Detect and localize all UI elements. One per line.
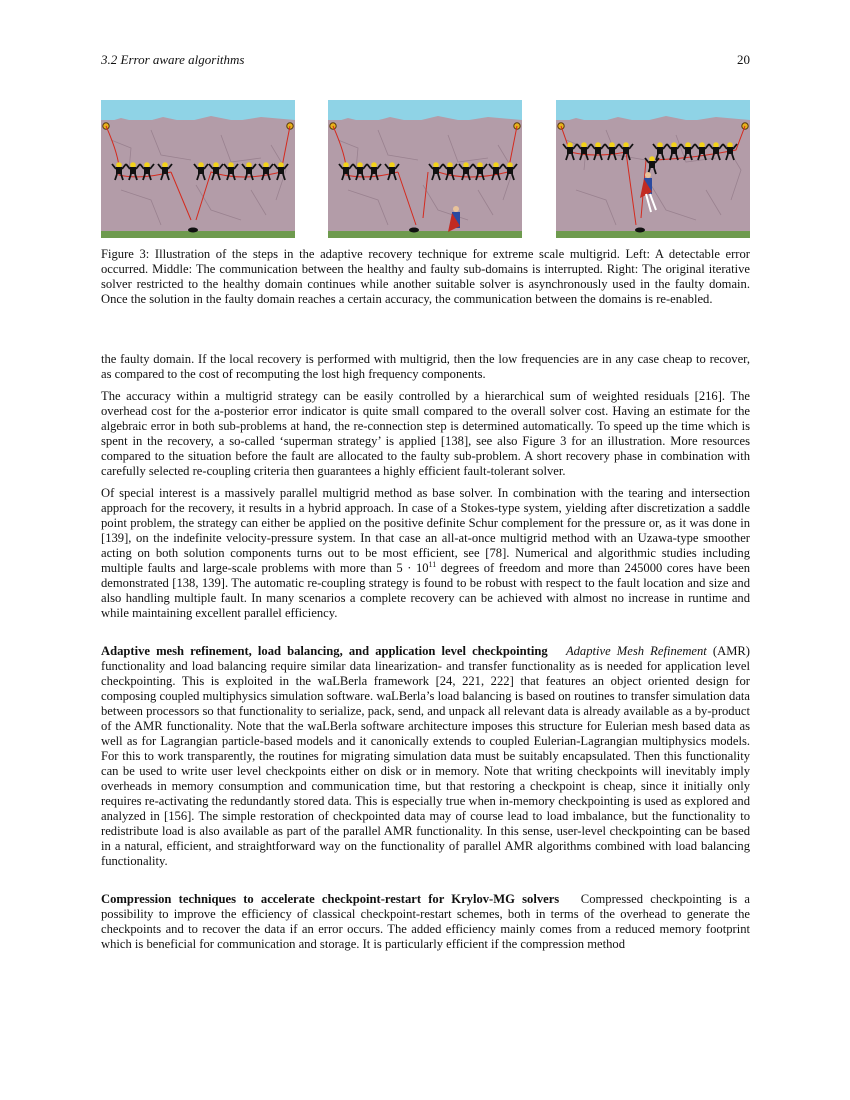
climber-body <box>278 167 284 174</box>
run-in-heading: Compression techniques to accelerate checkpoint-restart for Krylov-MG solvers <box>101 892 560 906</box>
climber-body <box>343 167 349 174</box>
figure-panel-right-illustration <box>556 100 750 238</box>
climber-helmet <box>162 162 168 168</box>
climber-helmet <box>433 162 439 168</box>
climber-helmet <box>595 142 601 148</box>
climber-body <box>727 147 733 154</box>
figure-3 <box>101 100 750 238</box>
climber-body <box>463 167 469 174</box>
climber-body <box>477 167 483 174</box>
section-title: 3.2 Error aware algorithms <box>101 52 245 67</box>
climber-body <box>595 147 601 154</box>
climber-helmet <box>144 162 150 168</box>
fallen-climber <box>409 228 419 233</box>
climber-helmet <box>581 142 587 148</box>
climber-helmet <box>246 162 252 168</box>
climber-body <box>246 167 252 174</box>
page-number: 20 <box>737 52 750 67</box>
exponent: 11 <box>428 560 437 569</box>
fallen-climber <box>188 228 198 233</box>
italic-term: Adaptive Mesh Refinement <box>565 644 707 658</box>
climber-helmet <box>198 162 204 168</box>
climber-helmet <box>357 162 363 168</box>
paragraph-text: Of special interest is a massively parallel multigrid method as base solver. In combination with the tearing and intersection approach for the recovery, it results in a hybrid approach. In case of a Stokes-type system, yielding after discretization a saddle point problem, the strategy can either be applied on the positive definite Schur complement for the pressure or, as it was done in [139], on the indefinite velocity-pressure system. In that case an all-at-once multigrid method with an Uzawa-type smoother acting on both solution components turns out to be most efficient, see [78]. Numerical and algorithmic studies including multiple faults and large-scale problems with more than 5 · 10 <box>101 486 750 575</box>
climber-helmet <box>507 162 513 168</box>
figure-panel-middle-illustration <box>328 100 522 238</box>
climber-body <box>713 147 719 154</box>
climber-body <box>581 147 587 154</box>
climber-body <box>493 167 499 174</box>
climber-body <box>213 167 219 174</box>
hero-head <box>645 172 651 178</box>
paragraph: the faulty domain. If the local recovery is performed with multigrid, then the low frequencies are in any case cheap to recover, as compared to the cost of recomputing the lost high frequency components. <box>101 352 750 381</box>
figure-caption: Figure 3: Illustration of the steps in the adaptive recovery technique for extreme scale multigrid. Left: A detectable error occurred. Middle: The communication between the healthy and faulty sub-domains is interrupted. Right: The original iterative solver restricted to the healthy domain continues while another suitable solver is asynchronously used in the faulty domain. Once the solution in the faulty domain reaches a certain accuracy, the communication between the domains is re-enabled. <box>101 247 750 306</box>
climber-helmet <box>623 142 629 148</box>
climber-helmet <box>116 162 122 168</box>
climber-body <box>685 147 691 154</box>
figure-panel-middle <box>328 100 522 238</box>
climber-body <box>162 167 168 174</box>
climber-body <box>263 167 269 174</box>
climber-body <box>623 147 629 154</box>
climber-helmet <box>477 162 483 168</box>
figure-panel-right <box>556 100 750 238</box>
climber-helmet <box>699 142 705 148</box>
hero-head <box>453 206 459 212</box>
paragraph-compression <box>101 892 750 952</box>
climber-body <box>144 167 150 174</box>
climber-body <box>116 167 122 174</box>
paragraph: The accuracy within a multigrid strategy can be easily controlled by a hierarchical sum of weighted residuals [216]. The overhead cost for the a-posterior error indicator is quite small compared to the overall solver cost. Having an estimate for the algebraic error in both sub-problems at hand, the re-connection step is determined automatically. To speed up the time which is spent in the recovery, a so-called ‘superman strategy’ is applied [138], see also Figure 3 for an illustration. More resources compared to the situation before the fault are allocated to the faulty sub-problem. A short recovery phase in combination with carefully selected re-coupling criteria then guarantees a highly efficient fault-tolerant solver. <box>101 389 750 478</box>
climber-body <box>198 167 204 174</box>
climber-helmet <box>389 162 395 168</box>
climber-helmet <box>493 162 499 168</box>
climber-helmet <box>213 162 219 168</box>
climber-helmet <box>727 142 733 148</box>
climber-body <box>657 147 663 154</box>
climber-helmet <box>649 156 655 162</box>
climber-body <box>699 147 705 154</box>
climber-helmet <box>263 162 269 168</box>
climber-body <box>228 167 234 174</box>
climber-body <box>389 167 395 174</box>
grass <box>328 231 522 238</box>
climber-body <box>447 167 453 174</box>
climber-helmet <box>371 162 377 168</box>
climber-helmet <box>609 142 615 148</box>
climber-helmet <box>228 162 234 168</box>
climber-helmet <box>685 142 691 148</box>
fallen-climber <box>635 228 645 233</box>
climber-helmet <box>447 162 453 168</box>
paragraph-text: (AMR) functionality and load balancing require similar data linearization- and transfer functionality as is needed for application level checkpointing. This is exploited in the waLBerla framework [24, 221, 222] that features an object oriented design for composing coupled multiphysics simulation software. waLBerla’s load balancing is based on routines to transfer simulation data between processors so that functionality to serialize, pack, send, and unpack all relevant data is already available as a by-product of the AMR functionality. Note that the waLBerla software architecture imposes this structure for Eulerian mesh based data as well as for Lagrangian particle-based models and it canonically extends to coupled Eulerian-Lagrangian multiphysics models. For this to work transparently, the routines for migrating simulation data must be suitably encapsulated. Then this functionality can be used to write user level checkpoints either on disk or in memory. Note that writing checkpoints will inevitably imply overheads in memory consumption and communication time, but that restoring a checkpoint is cheap, since it initially only requires re-activating the redundantly stored data. This is especially true when in-memory checkpointing is used as explored and analyzed in [156]. The simple restoration of checkpointed data may of course lead to load imbalance, but the functionality to redistribute load is also available as part of the parallel AMR functionality. In this sense, user-level checkpointing can be based in a natural, efficient, and straightforward way on the functionality of parallel AMR algorithms combined with load balancing functionality. <box>101 644 750 868</box>
grass <box>556 231 750 238</box>
climber-helmet <box>567 142 573 148</box>
paragraph-amr <box>101 644 750 869</box>
climber-helmet <box>671 142 677 148</box>
climber-body <box>649 161 655 168</box>
running-header <box>101 52 750 70</box>
climber-body <box>507 167 513 174</box>
figure-panel-left-illustration <box>101 100 295 238</box>
climber-body <box>371 167 377 174</box>
grass <box>101 231 295 238</box>
climber-body <box>130 167 136 174</box>
body-text <box>101 352 750 959</box>
climber-helmet <box>130 162 136 168</box>
climber-body <box>433 167 439 174</box>
climber-helmet <box>278 162 284 168</box>
paragraph-text: degrees of freedom and more than 245000 cores have been demonstrated [138, 139]. The automatic re-coupling strategy is found to be robust with respect to the fault location and size and also handling multiple fault. In many scenarios a complete recovery can be achieved with almost no increase in runtime and while maintaining excellent parallel efficiency. <box>101 561 750 620</box>
paragraph <box>101 486 750 621</box>
climber-helmet <box>343 162 349 168</box>
rock-face <box>556 120 750 232</box>
climber-helmet <box>463 162 469 168</box>
paragraph-text: Compressed checkpointing is a possibility to improve the efficiency of classical checkpoint-restart schemes, both in terms of the overhead to generate the checkpoints and to recover the data if an error occurs. The added efficiency mainly comes from a reduced memory footprint which is beneficial for communication and storage. It is particularly efficient if the compression method <box>101 892 750 951</box>
climber-body <box>357 167 363 174</box>
climber-body <box>671 147 677 154</box>
climber-helmet <box>713 142 719 148</box>
climber-helmet <box>657 142 663 148</box>
run-in-heading: Adaptive mesh refinement, load balancing, and application level checkpointing <box>101 644 548 658</box>
climber-body <box>567 147 573 154</box>
figure-panel-left <box>101 100 295 238</box>
climber-body <box>609 147 615 154</box>
